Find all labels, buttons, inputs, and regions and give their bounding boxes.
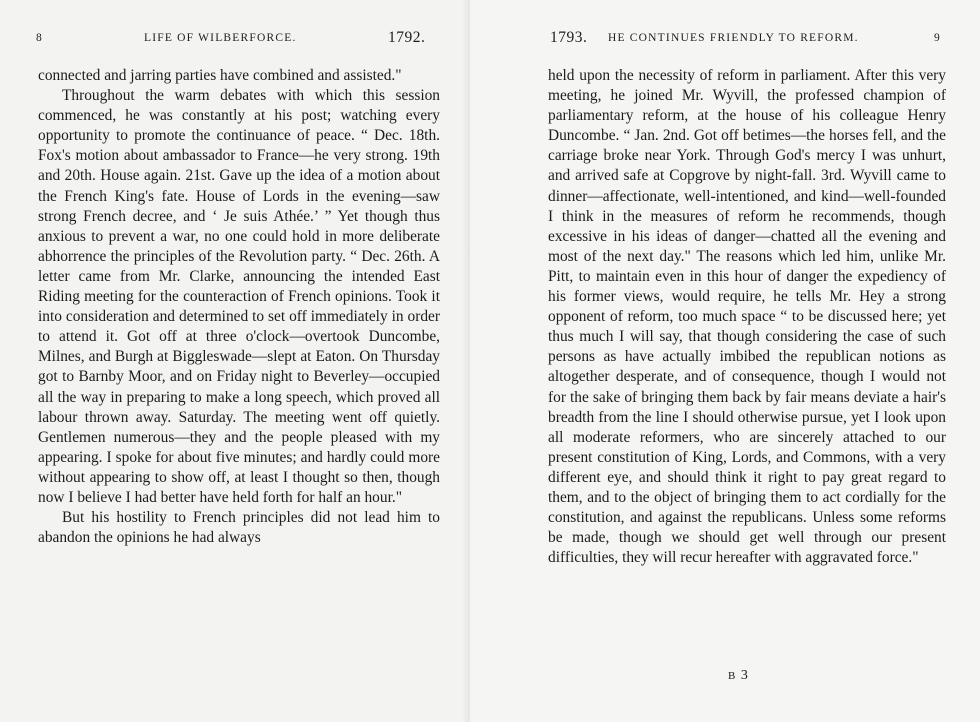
right-body-text <box>548 66 946 568</box>
right-running-title: HE CONTINUES FRIENDLY TO REFORM. <box>608 32 859 44</box>
left-page-number: 8 <box>36 32 43 44</box>
left-year: 1792. <box>388 29 426 46</box>
paragraph: connected and jarring parties have combined and assisted." <box>38 67 402 84</box>
left-running-title: LIFE OF WILBERFORCE. <box>144 32 297 44</box>
left-page <box>0 0 470 722</box>
right-page-number: 9 <box>934 32 941 44</box>
right-running-head <box>550 29 942 54</box>
right-year: 1793. <box>550 29 588 46</box>
paragraph: Throughout the warm debates with which this session commenced, he was constantly at his post; watching every opportunity to promote the continuance of peace. “ Dec. 18th. Fox's motion about ambassador to France—he very strong. 19th and 20th. House again. 21st. Gave up the idea of a motion about the French King's fate. House of Lords in the evening—saw strong French decree, and ‘ Je suis Athée.’ ” Yet though thus anxious to prevent a war, no one could hold in more deliberate abhorrence the principles of the Revolution party. “ Dec. 26th. A letter came from Mr. Clarke, announcing the intended East Riding meeting for the counteraction of French opinions. Took it into consideration and determined to set off immediately in order to attend it. Got off at three o'clock—overtook Duncombe, Milnes, and Burgh at Biggleswade—slept at Eaton. On Thursday got to Barnby Moor, and on Friday night to Beverley—occupied all the way in preparing to make a long speech, which proved all labour thrown away. Saturday. The meeting went off quietly. Gentlemen numerous—they and the people pleased with my appearing. I spoke for about five minutes; and hardly could more without appearing to show off, at least I thought so then, though now I believe I had better have held forth for half an hour." <box>38 87 440 506</box>
paragraph: held upon the necessity of reform in parliament. After this very meeting, he joined Mr. Wyvill, the professed champion of parliamentary reform, at the house of his colleague Henry Duncombe. “ Jan. 2nd. Got off betimes—the horses fell, and the carriage broke near York. Through God's mercy I was unhurt, and arrived safe at Copgrove by night-fall. 3rd. Wyvill came to dinner—affectionate, well-intentioned, and kind—well-founded I think in the measures of reform he recommends, though excessive in his ideas of danger—chatted all the evening and most of the next day." The reasons which led him, unlike Mr. Pitt, to maintain even in this hour of danger the expediency of his former views, would require, he tells Mr. Hey a strong opponent of reform, too much space “ to be discussed here; yet thus much I will say, that though considering the case of such persons as have actually imbibed the republican notions as altogether desperate, and of consequence, though I would not for the sake of bringing them back by fair means deviate a hair's breadth from the line I should otherwise pursue, yet I look upon all moderate reformers, who are sincerely attached to our present constitution of King, Lords, and Commons, with a very different eye, and should think it right to pay great regard to them, and to the object of bringing them to act cordially for the constitution, and against the republicans. Unless some reforms be made, though we should get well through our present difficulties, they will recur hereafter with aggravated force." <box>548 67 946 567</box>
left-running-head <box>36 29 436 54</box>
signature-number: 3 <box>740 668 749 683</box>
signature-mark <box>728 668 749 684</box>
left-body-text <box>38 66 440 548</box>
paragraph: But his hostility to French principles did not lead him to abandon the opinions he had always <box>38 509 440 547</box>
right-page <box>470 0 980 722</box>
signature-letter: B <box>728 670 737 682</box>
